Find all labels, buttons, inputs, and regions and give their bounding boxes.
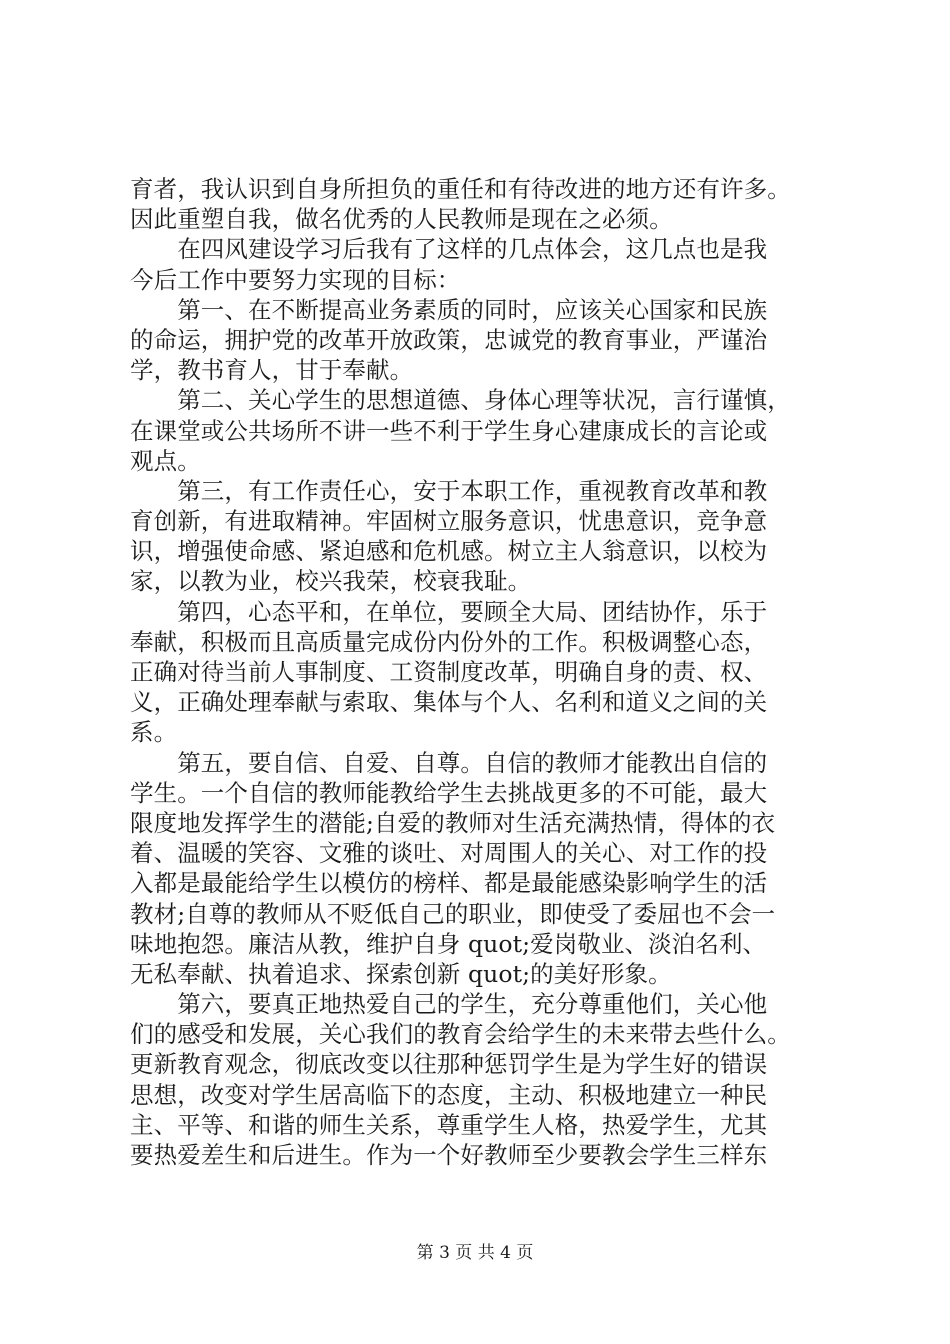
text-line: 今后工作中要努力实现的目标： [130,265,461,294]
text-line: 因此重塑自我，做名优秀的人民教师是现在之必须。 [130,205,673,234]
text-line: 学，教书育人，甘于奉献。 [130,356,414,385]
text-line: 在四风建设学习后我有了这样的几点体会，这几点也是我 [130,235,768,264]
body-text [130,174,830,1170]
text-line: 要热爱差生和后进生。作为一个好教师至少要教会学生三样东 [130,1141,768,1169]
text-line: 教材;自尊的教师从不贬低自己的职业，即使受了委屈也不会一 [130,899,776,928]
text-line: 奉献，积极而且高质量完成份内份外的工作。积极调整心态， [130,627,768,656]
text-line: 家，以教为业，校兴我荣，校衰我耻。 [130,567,532,596]
text-line: 学生。一个自信的教师能教给学生去挑战更多的不可能，最大 [130,778,768,807]
text-line: 着、温暖的笑容、文雅的谈吐、对周围人的关心、对工作的投 [130,839,768,868]
text-line: 观点。 [130,446,201,475]
text-line: 的命运，拥护党的改革开放政策，忠诚党的教育事业，严谨治 [130,325,768,354]
text-line: 们的感受和发展，关心我们的教育会给学生的未来带去些什么。 [130,1020,791,1049]
text-line: 思想，改变对学生居高临下的态度，主动、积极地建立一种民 [130,1080,768,1109]
text-line: 义，正确处理奉献与索取、集体与个人、名利和道义之间的关 [130,688,768,717]
text-line: 更新教育观念，彻底改变以往那种惩罚学生是为学生好的错误 [130,1050,768,1079]
text-line: 正确对待当前人事制度、工资制度改革，明确自身的责、权、 [130,658,768,686]
text-line: 系。 [130,718,178,747]
text-line: 第五，要自信、自爱、自尊。自信的教师才能教出自信的 [130,748,768,777]
text-line: 味地抱怨。廉洁从教，维护自身 quot;爱岗敬业、淡泊名利、 [130,929,767,958]
page-number-footer: 第 3 页 共 4 页 [416,1243,534,1263]
text-line: 第二、关心学生的思想道德、身体心理等状况，言行谨慎， [130,386,791,415]
text-line: 主、平等、和谐的师生关系，尊重学生人格，热爱学生，尤其 [130,1110,768,1139]
text-line: 第一、在不断提高业务素质的同时，应该关心国家和民族 [130,295,768,324]
text-line: 育者，我认识到自身所担负的重任和有待改进的地方还有许多。 [130,175,791,203]
text-line: 限度地发挥学生的潜能;自爱的教师对生活充满热情，得体的衣 [130,808,776,837]
text-line: 第六，要真正地热爱自己的学生，充分尊重他们，关心他 [130,990,768,1019]
text-line: 育创新，有进取精神。牢固树立服务意识，忧患意识，竞争意 [130,507,768,536]
text-line: 在课堂或公共场所不讲一些不利于学生身心建康成长的言论或 [130,416,768,445]
text-line: 第四，心态平和，在单位，要顾全大局、团结协作，乐于 [130,597,768,626]
text-line: 无私奉献、执着追求、探索创新 quot;的美好形象。 [130,959,672,988]
text-line: 入都是最能给学生以模仿的榜样、都是最能感染影响学生的活 [130,869,768,898]
text-line: 识，增强使命感、紧迫感和危机感。树立主人翁意识，以校为 [130,537,768,566]
text-line: 第三，有工作责任心，安于本职工作，重视教育改革和教 [130,476,768,505]
